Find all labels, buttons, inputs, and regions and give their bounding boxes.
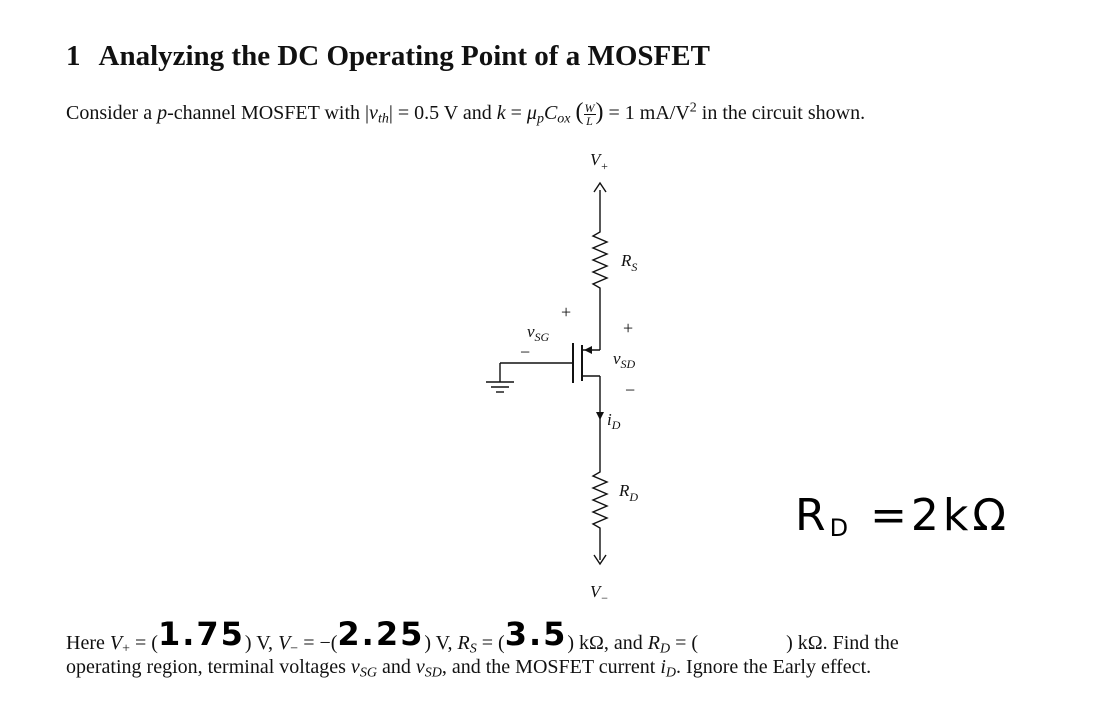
rd-resistor: [593, 468, 607, 560]
rs-label: $R_S$: [621, 251, 638, 274]
id-arrow: [596, 412, 604, 420]
intro-sentence: Consider a p-channel MOSFET with $|v_{th}| = 0.5$ V and $k = \mu_pC_{ox}$ ( $\frac{W}{L}$ ) = 1 $mA/V^2$ in the circuit shown.: [66, 99, 866, 128]
k-exponent: 2: [689, 100, 697, 116]
intro-text: = 1 mA/V: [603, 102, 690, 124]
rd-label: $R_D$: [619, 481, 639, 504]
vsg-label: $v_{SG}$: [527, 322, 550, 344]
var-mu: μ: [526, 102, 537, 124]
handwritten-vminus-value: 2.25: [337, 615, 425, 653]
var-c-sub: ox: [557, 111, 571, 127]
handwritten-vplus-value: 1.75: [157, 615, 245, 653]
intro-text: -channel MOSFET with |: [167, 102, 370, 124]
vminus-label: $V_-$: [590, 582, 609, 605]
rs-resistor: [593, 228, 607, 292]
id-label: $i_D$: [607, 410, 621, 432]
section-title: Analyzing the DC Operating Point of a MOSFET: [98, 40, 710, 72]
var-vth: v: [369, 102, 378, 124]
frac-den: L: [586, 113, 593, 128]
intro-text: Consider a: [66, 102, 158, 124]
vsd-label: $v_{SD}$: [613, 349, 636, 371]
intro-text: =: [505, 102, 527, 124]
section-number: 1: [66, 40, 81, 72]
problem-paragraph: [66, 615, 899, 681]
var-mu-sub: p: [536, 111, 544, 127]
var-p: p: [157, 102, 168, 124]
paragraph-line-1: Here $V_+ = (1.75)$ V, $V_- = -(2.25)$ V, $R_S = (3.5)$ kΩ, and $R_D$ = ( ) kΩ. Find the: [66, 615, 899, 657]
vsg-plus: +: [561, 302, 572, 322]
paragraph-line-2: operating region, terminal voltages $v_{SG}$ and $v_{SD}$, and the MOSFET current $i_D$. Ignore the Early effect.: [66, 656, 872, 681]
vsd-plus: +: [623, 318, 634, 338]
var-k: k: [496, 102, 506, 124]
vsd-minus: −: [625, 380, 636, 400]
handwritten-rd-note: $R_D =2k\Omega$: [795, 490, 1011, 542]
frac-num: W: [584, 100, 595, 115]
intro-text: in the circuit shown.: [696, 102, 866, 124]
var-c: C: [543, 102, 558, 124]
vsg-minus: −: [520, 342, 531, 362]
source-arrow: [584, 346, 592, 354]
intro-text: | = 0.5 V and: [388, 102, 497, 124]
handwritten-rs-value: 3.5: [504, 615, 568, 653]
var-vth-sub: th: [377, 111, 389, 127]
vplus-label: $V_+$: [590, 150, 609, 173]
